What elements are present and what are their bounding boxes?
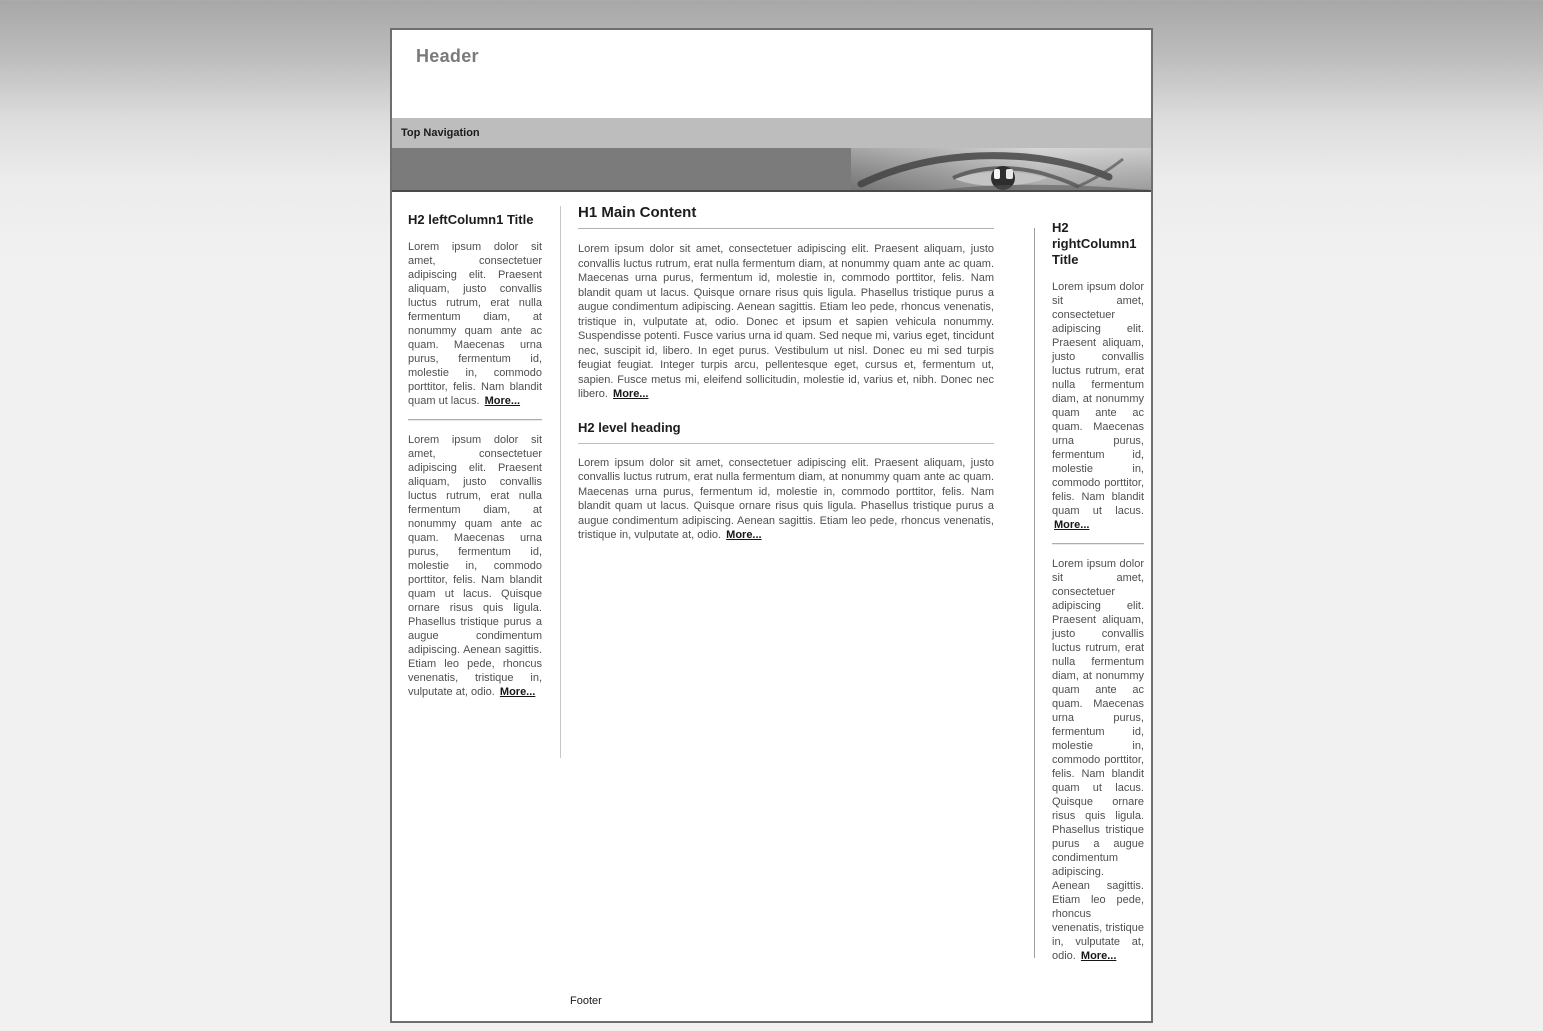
top-navigation-label: Top Navigation — [401, 127, 480, 139]
content-area — [392, 192, 1151, 981]
main-paragraph-1 — [578, 242, 994, 402]
left-column-title: H2 leftColumn1 Title — [408, 212, 534, 227]
top-navigation-bar[interactable] — [392, 118, 1151, 148]
left-column-paragraph-1 — [408, 240, 542, 408]
left-column-paragraph-2 — [408, 433, 542, 699]
main-paragraph-2 — [578, 456, 994, 543]
left-column-paragraph-2-text: Lorem ipsum dolor sit amet, consectetuer adipiscing elit. Praesent aliquam, justo convallis luctus rutrum, erat nulla fermentum diam, at nonummy quam ante ac quam. Maecenas urna purus, fermentum id, molestie in, commodo porttitor, felis. Nam blandit quam ut lacus. Quisque ornare risus quis ligula. Phasellus tristique purus a augue condimentum adipiscing. Aenean sagittis. Etiam leo pede, rhoncus venenatis, tristique in, vulputate at, odio. — [408, 434, 542, 698]
main-more-link-1[interactable]: More... — [613, 388, 649, 400]
left-column-paragraph-1-text: Lorem ipsum dolor sit amet, consectetuer adipiscing elit. Praesent aliquam, justo convallis luctus rutrum, erat nulla fermentum diam, at nonummy quam ante ac quam. Maecenas urna purus, fermentum id, molestie in, commodo porttitor, felis. Nam blandit quam ut lacus. — [408, 241, 542, 407]
main-paragraph-1-text: Lorem ipsum dolor sit amet, consectetuer adipiscing elit. Praesent aliquam, justo convallis luctus rutrum, erat nulla fermentum diam, at nonummy quam ante ac quam. Maecenas urna purus, fermentum id, molestie in, commodo porttitor, felis. Nam blandit quam ut lacus. Quisque ornare risus quis ligula. Phasellus tristique purus a augue condimentum adipiscing. Aenean sagittis. Etiam leo pede, rhoncus venenatis, tristique in, vulputate at, odio. Donec et ipsum et sapien vehicula nonummy. Suspendisse potenti. Fusce varius urna id quam. Sed neque mi, varius eget, tincidunt nec, suscipit id, libero. In eget purus. Vestibulum ut nisl. Donec eu mi sed turpis feugiat feugiat. Integer turpis arcu, pellentesque eget, cursus et, fermentum ut, sapien. Fusce metus mi, eleifend sollicitudin, molestie id, varius et, nibh. Donec nec libero. — [578, 243, 994, 400]
main-subheading: H2 level heading — [578, 420, 994, 444]
left-column — [408, 212, 542, 699]
footer-label: Footer — [570, 995, 602, 1007]
left-column-more-link-1[interactable]: More... — [484, 395, 521, 407]
page-footer — [392, 981, 1151, 1021]
right-column-paragraph-2 — [1052, 557, 1144, 963]
main-more-link-2[interactable]: More... — [726, 529, 762, 541]
right-column — [1052, 220, 1144, 963]
eye-photo-banner-image — [851, 148, 1151, 190]
column-divider-right — [1034, 228, 1035, 958]
right-column-paragraph-1-text: Lorem ipsum dolor sit amet, consectetuer adipiscing elit. Praesent aliquam, justo convallis luctus rutrum, erat nulla fermentum diam, at nonummy quam ante ac quam. Maecenas urna purus, fermentum id, molestie in, commodo porttitor, felis. Nam blandit quam ut lacus. — [1052, 281, 1144, 517]
header-title: Header — [416, 46, 479, 66]
main-content-title: H1 Main Content — [578, 204, 994, 229]
right-column-more-link-1[interactable]: More... — [1054, 519, 1090, 531]
banner — [392, 148, 1151, 192]
main-paragraph-2-text: Lorem ipsum dolor sit amet, consectetuer adipiscing elit. Praesent aliquam, justo convallis luctus rutrum, erat nulla fermentum diam, at nonummy quam ante ac quam. Maecenas urna purus, fermentum id, molestie in, commodo porttitor, felis. Nam blandit quam ut lacus. Quisque ornare risus quis ligula. Phasellus tristique purus a augue condimentum adipiscing. Aenean sagittis. Etiam leo pede, rhoncus venenatis, tristique in, vulputate at, odio. — [578, 456, 994, 541]
page-header — [392, 30, 1151, 118]
right-column-title: H2 rightColumn1 Title — [1052, 220, 1137, 267]
column-divider-left — [560, 206, 561, 758]
left-column-block-divider — [408, 419, 542, 421]
left-column-more-link-2[interactable]: More... — [499, 686, 536, 698]
right-column-more-link-2[interactable]: More... — [1080, 950, 1117, 962]
main-content — [578, 204, 994, 549]
right-column-paragraph-2-text: Lorem ipsum dolor sit amet, consectetuer adipiscing elit. Praesent aliquam, justo convallis luctus rutrum, erat nulla fermentum diam, at nonummy quam ante ac quam. Maecenas urna purus, fermentum id, molestie in, commodo porttitor, felis. Nam blandit quam ut lacus. Quisque ornare risus quis ligula. Phasellus tristique purus a augue condimentum adipiscing. Aenean sagittis. Etiam leo pede, rhoncus venenatis, tristique in, vulputate at, odio. — [1052, 558, 1144, 962]
page-container — [390, 28, 1153, 1023]
right-column-paragraph-1 — [1052, 280, 1144, 532]
right-column-block-divider — [1052, 543, 1144, 545]
